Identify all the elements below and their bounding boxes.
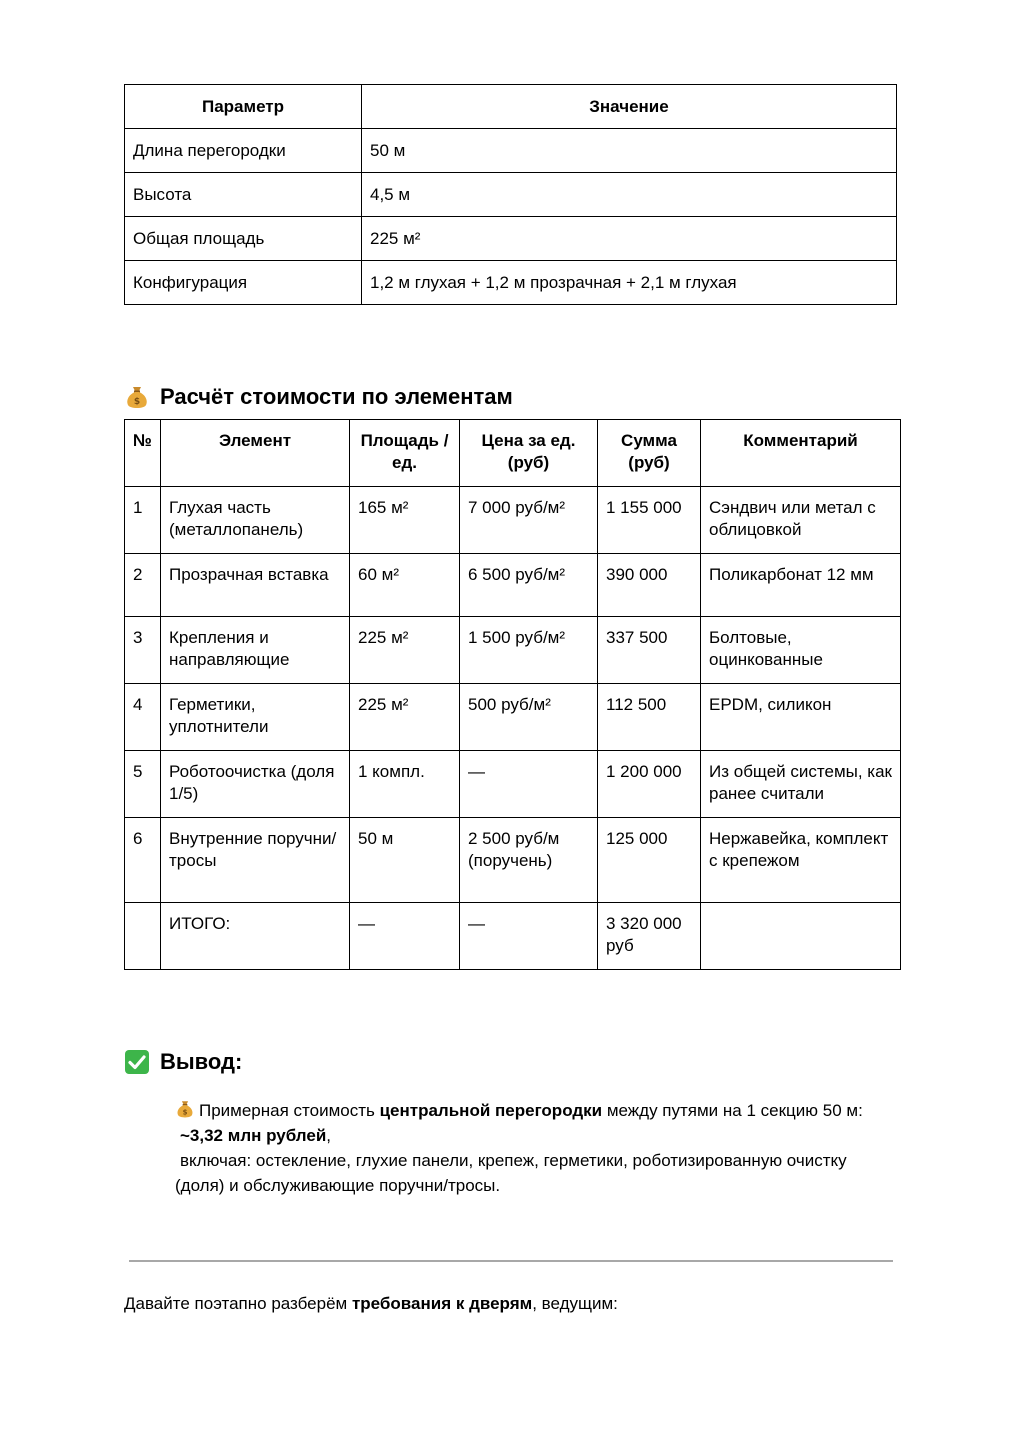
table-cell: 500 руб/м² bbox=[460, 684, 598, 751]
footer-text: Давайте поэтапно разберём bbox=[124, 1294, 352, 1313]
conclusion-text: Примерная стоимость bbox=[199, 1101, 380, 1120]
money-bag-icon bbox=[124, 384, 150, 410]
table-cell: Поликарбонат 12 мм bbox=[701, 554, 901, 617]
table-total-row bbox=[125, 903, 901, 970]
svg-text:$: $ bbox=[133, 397, 141, 407]
cost-breakdown-table bbox=[124, 419, 901, 970]
table-cell: — bbox=[460, 751, 598, 818]
table-row bbox=[125, 554, 901, 617]
table-row bbox=[125, 173, 897, 217]
table-cell: 5 bbox=[125, 751, 161, 818]
money-bag-icon bbox=[175, 1099, 195, 1119]
table-cell: ИТОГО: bbox=[161, 903, 350, 970]
table-cell: — bbox=[350, 903, 460, 970]
conclusion-text: между путями на 1 секцию 50 м: bbox=[602, 1101, 863, 1120]
table-cell: 2 500 руб/м (поручень) bbox=[460, 818, 598, 903]
table-cell: Длина перегородки bbox=[125, 129, 362, 173]
table-row bbox=[125, 217, 897, 261]
column-header: Комментарий bbox=[701, 420, 901, 487]
conclusion-line bbox=[175, 1098, 865, 1123]
table-row bbox=[125, 684, 901, 751]
table-cell: 225 м² bbox=[350, 617, 460, 684]
table-cell: Глухая часть (металлопанель) bbox=[161, 487, 350, 554]
table-cell: 390 000 bbox=[598, 554, 701, 617]
table-cell: 1 500 руб/м² bbox=[460, 617, 598, 684]
table-cell: 60 м² bbox=[350, 554, 460, 617]
cost-section-heading bbox=[124, 383, 513, 411]
table-cell: 50 м bbox=[362, 129, 897, 173]
total-amount: ~3,32 млн рублей bbox=[180, 1126, 327, 1145]
table-row bbox=[125, 751, 901, 818]
table-cell: 7 000 руб/м² bbox=[460, 487, 598, 554]
table-cell: 4,5 м bbox=[362, 173, 897, 217]
column-header: Значение bbox=[362, 85, 897, 129]
table-header-row bbox=[125, 85, 897, 129]
column-header: Элемент bbox=[161, 420, 350, 487]
conclusion-body bbox=[175, 1098, 865, 1198]
table-cell: Сэндвич или метал с облицовкой bbox=[701, 487, 901, 554]
column-header: № bbox=[125, 420, 161, 487]
table-header-row bbox=[125, 420, 901, 487]
table-cell: Конфигурация bbox=[125, 261, 362, 305]
conclusion-text: включая: остекление, глухие панели, крепеж, герметики, роботизированную очистку (доля) и обслуживающие поручни/тросы. bbox=[175, 1151, 847, 1195]
table-cell: Герметики, уплотнители bbox=[161, 684, 350, 751]
table-cell: 1 компл. bbox=[350, 751, 460, 818]
conclusion-text: , bbox=[326, 1126, 332, 1145]
table-row bbox=[125, 129, 897, 173]
check-mark-icon bbox=[124, 1049, 150, 1075]
table-row bbox=[125, 818, 901, 903]
footer-paragraph bbox=[124, 1292, 618, 1316]
table-cell: 1 200 000 bbox=[598, 751, 701, 818]
table-cell: 6 bbox=[125, 818, 161, 903]
conclusion-section-heading bbox=[124, 1048, 242, 1076]
table-cell: 225 м² bbox=[362, 217, 897, 261]
column-header: Цена за ед. (руб) bbox=[460, 420, 598, 487]
table-cell: 2 bbox=[125, 554, 161, 617]
table-cell: — bbox=[460, 903, 598, 970]
table-cell: Прозрачная вставка bbox=[161, 554, 350, 617]
horizontal-divider bbox=[129, 1260, 893, 1262]
table-cell: 1 155 000 bbox=[598, 487, 701, 554]
conclusion-total-line bbox=[175, 1123, 865, 1148]
table-cell: 165 м² bbox=[350, 487, 460, 554]
footer-text: , ведущим: bbox=[532, 1294, 618, 1313]
table-cell bbox=[701, 903, 901, 970]
conclusion-bold-text: центральной перегородки bbox=[379, 1101, 603, 1120]
table-cell: Высота bbox=[125, 173, 362, 217]
table-cell: 3 320 000 руб bbox=[598, 903, 701, 970]
table-cell: EPDM, силикон bbox=[701, 684, 901, 751]
table-cell: Внутренние поручни/тросы bbox=[161, 818, 350, 903]
table-row bbox=[125, 617, 901, 684]
table-cell: 112 500 bbox=[598, 684, 701, 751]
section-title: Вывод: bbox=[160, 1049, 243, 1074]
conclusion-includes bbox=[175, 1148, 865, 1198]
table-cell: Крепления и направляющие bbox=[161, 617, 350, 684]
table-cell: 4 bbox=[125, 684, 161, 751]
column-header: Площадь / ед. bbox=[350, 420, 460, 487]
section-title: Расчёт стоимости по элементам bbox=[160, 384, 513, 409]
table-cell: 50 м bbox=[350, 818, 460, 903]
table-cell: 337 500 bbox=[598, 617, 701, 684]
parameters-table bbox=[124, 84, 897, 305]
svg-text:$: $ bbox=[182, 1108, 188, 1117]
column-header: Сумма (руб) bbox=[598, 420, 701, 487]
table-cell: 3 bbox=[125, 617, 161, 684]
table-cell: Болтовые, оцинкованные bbox=[701, 617, 901, 684]
table-cell: 6 500 руб/м² bbox=[460, 554, 598, 617]
table-row bbox=[125, 487, 901, 554]
table-cell: 125 000 bbox=[598, 818, 701, 903]
table-cell: 1 bbox=[125, 487, 161, 554]
table-cell: Нержавейка, комплект с крепежом bbox=[701, 818, 901, 903]
table-cell: Общая площадь bbox=[125, 217, 362, 261]
table-cell bbox=[125, 903, 161, 970]
footer-bold-text: требования к дверям bbox=[351, 1294, 533, 1313]
table-row bbox=[125, 261, 897, 305]
table-cell: 1,2 м глухая + 1,2 м прозрачная + 2,1 м глухая bbox=[362, 261, 897, 305]
table-cell: 225 м² bbox=[350, 684, 460, 751]
table-cell: Из общей системы, как ранее считали bbox=[701, 751, 901, 818]
table-cell: Роботоочистка (доля 1/5) bbox=[161, 751, 350, 818]
column-header: Параметр bbox=[125, 85, 362, 129]
